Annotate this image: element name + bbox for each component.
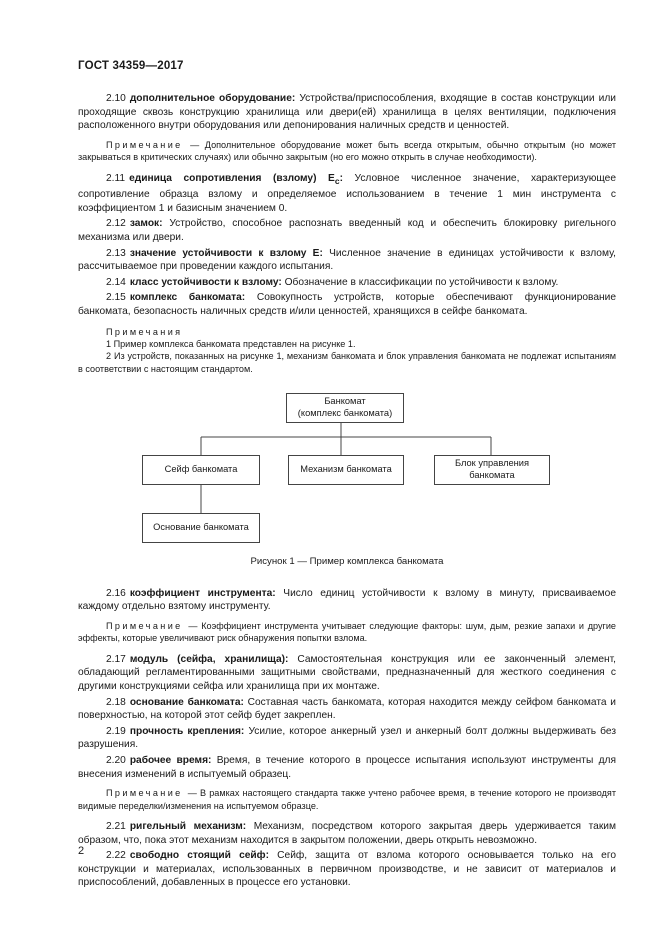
definition-text: Время, в течение которого в процессе испытания используют инструменты для внесения изменений в испытуемый образец. (78, 754, 616, 780)
note-text: — Дополнительное оборудование может быть всегда открытым, обычно открытым (но может закрываться в критических случаях) или обычно закрытым (но его можно открыть в случае необходимости). (78, 139, 616, 163)
term: свободно стоящий сейф: (129, 850, 269, 862)
definition-text: Число единиц устойчивости к взлому в минуту, присваиваемое каждому отдельно взятому инструменту. (78, 587, 616, 613)
note-text: — В рамках настоящего стандарта также учтено рабочее время, в течение которого не производят видимые переделки/изменения на испытуемом образце. (78, 788, 616, 811)
clause-number: 2.17 (106, 653, 126, 665)
term-colon: : (339, 172, 343, 184)
term: прочность крепления: (129, 725, 245, 737)
page-content (78, 92, 616, 892)
note-2-10 (78, 139, 616, 164)
note-2-16 (78, 620, 616, 645)
definition-2-17 (78, 653, 616, 694)
term: основание банкомата: (129, 696, 244, 708)
note-2-20 (78, 787, 616, 812)
note-label: Примечание (106, 620, 183, 631)
definition-text: Самостоятельная конструкция или ее законченный элемент, обладающий регламентированными защитными свойствами, предназначенный для жесткого соединения с другими конструкциями сейфа или хранилища при их монтаже. (78, 653, 617, 692)
clause-number: 2.16 (106, 587, 126, 599)
definition-2-22 (78, 849, 616, 890)
definition-text: Устройство, способное распознать введенный код и обеспечить блокировку ригельного механизма или двери. (78, 218, 616, 243)
box-atm-base (142, 513, 260, 543)
definition-2-20 (78, 754, 616, 781)
definition-text: Усилие, которое анкерный узел и анкерный болт должны выдерживать без разрушения. (78, 725, 616, 751)
definition-2-13 (78, 247, 616, 274)
definition-text: Устройства/приспособления, входящие в состав конструкции или проходящие сквозь конструкцию хранилища или двери(ей) хранилища в целях вентиляции, подключения расположенного внутри оборудования или депонирования наличных средств и ценностей. (78, 93, 616, 132)
term: модуль (сейфа, хранилища): (129, 653, 289, 665)
note-label: Примечание (106, 788, 183, 799)
term: коэффициент инструмента: (129, 587, 276, 599)
clause-number: 2.18 (106, 696, 126, 708)
definition-2-16 (78, 587, 616, 614)
clause-number: 2.14 (106, 276, 126, 288)
box-atm-complex (286, 393, 404, 423)
box-label: Блок управления (454, 458, 530, 469)
clause-number: 2.22 (106, 850, 126, 862)
note-item-1: 1 Пример комплекса банкомата представлен на рисунке 1. (106, 338, 356, 349)
box-atm-control-unit (434, 455, 550, 485)
definition-2-19 (78, 725, 616, 752)
clause-number: 2.21 (106, 820, 126, 832)
definition-2-14 (78, 276, 616, 290)
term: ригельный механизм: (129, 820, 247, 832)
definition-text: Составная часть банкомата, которая находится между сейфом банкомата и поверхностью, на которой этот сейф будет закреплен. (78, 696, 616, 722)
term: комплекс банкомата: (129, 292, 246, 304)
box-label: Банкомат (324, 396, 366, 407)
definition-2-18 (78, 696, 616, 723)
notes-title: Примечания (106, 326, 183, 337)
box-label: (комплекс банкомата) (297, 408, 393, 419)
definition-text: Сейф, защита от взлома которого основывается только на его конструкции и материалах, использованных в первичном производстве, и не зависит от материалов и приспособлений, добавленных в процессе его установки. (78, 850, 617, 889)
clause-number: 2.11 (106, 172, 126, 184)
box-label: Механизм банкомата (300, 464, 392, 475)
term: замок: (129, 218, 163, 230)
term (129, 173, 343, 184)
clause-number: 2.15 (106, 292, 126, 304)
term: класс устойчивости к взлому: (129, 276, 282, 288)
box-label: банкомата (469, 470, 515, 481)
note-label: Примечание (106, 139, 183, 150)
definition-text: Совокупность устройств, которые обеспечивают функционирование банкомата, безопасность наличных средств и/или ценностей, хранящихся в сейфе банкомата. (78, 292, 616, 317)
box-atm-mechanism (288, 455, 404, 485)
definition-text: Обозначение в классификации по устойчивости к взлому. (281, 276, 559, 288)
box-atm-safe (142, 455, 260, 485)
definition-text: Условное численное значение, характеризующее сопротивление образца взлому и определяемое использованием в течение 1 мин инструмента с коэффициентом 1 и базисным значением 0. (78, 172, 616, 214)
definition-2-21 (78, 820, 616, 847)
note-text: — Коэффициент инструмента учитывает следующие факторы: шум, дым, резкие запахи и другие эффекты, которые увеличивают риск обнаружения попытки взлома. (78, 620, 616, 644)
definition-2-10 (78, 92, 616, 133)
note-item-2: 2 Из устройств, показанных на рисунке 1, механизм банкомата и блок управления банкомата не подлежат испытаниям в соответствии с настоящим стандартом. (78, 351, 616, 374)
box-label: Сейф банкомата (164, 464, 238, 475)
definition-2-12 (78, 217, 616, 244)
definition-text: Механизм, посредством которого закрытая дверь удерживается таким образом, что, пока этот механизм находится в закрытом положении, дверь открыть невозможно. (78, 820, 616, 846)
definition-2-15 (78, 291, 616, 318)
clause-number: 2.20 (106, 754, 126, 766)
clause-number: 2.10 (106, 93, 126, 104)
figure-1-diagram (78, 389, 616, 549)
definition-2-11 (78, 172, 616, 216)
term: рабочее время: (129, 754, 212, 766)
clause-number: 2.12 (106, 218, 126, 230)
clause-number: 2.19 (106, 725, 126, 737)
box-label: Основание банкомата (153, 522, 249, 533)
figure-caption: Рисунок 1 — Пример комплекса банкомата (250, 556, 444, 568)
definition-text: Численное значение в единицах устойчивости к взлому, рассчитываемое при проведении каждого испытания. (78, 247, 616, 273)
term-subscript: с (334, 175, 340, 186)
term-main: единица сопротивления (взлому) E (129, 172, 335, 184)
term: значение устойчивости к взлому E: (129, 247, 323, 259)
page-number: 2 (78, 845, 85, 857)
standard-header: ГОСТ 34359—2017 (78, 60, 184, 72)
term: дополнительное оборудование: (129, 93, 296, 104)
clause-number: 2.13 (106, 247, 126, 259)
